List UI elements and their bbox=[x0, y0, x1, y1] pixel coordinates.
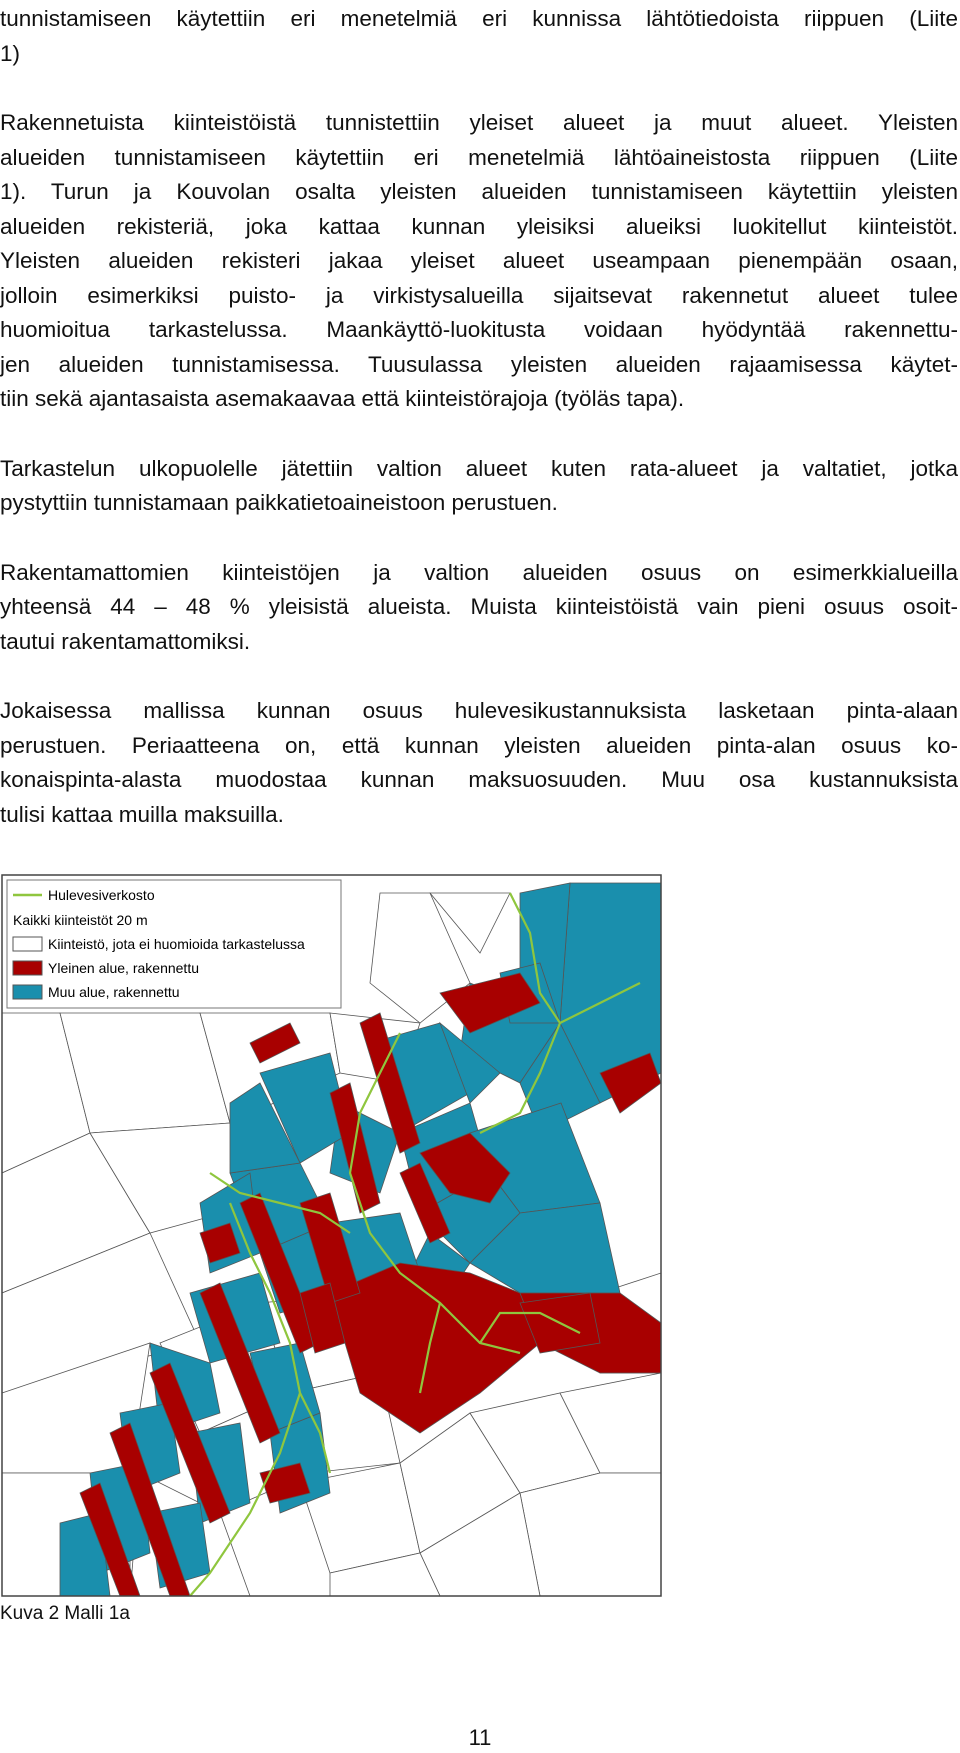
text-line: 1) bbox=[0, 40, 21, 66]
text-line: pystyttiin tunnistamaan paikkatietoaineistoon perustuen. bbox=[0, 490, 558, 515]
paragraph bbox=[0, 556, 958, 660]
text-line: konaispinta-alasta muodostaa kunnan maksuosuuden. Muu osa kustannuksista bbox=[0, 767, 958, 792]
legend-label-public: Yleinen alue, rakennettu bbox=[48, 960, 199, 976]
map-image bbox=[0, 873, 663, 1598]
paragraph bbox=[0, 2, 958, 71]
figure-caption: Kuva 2 Malli 1a bbox=[0, 1603, 130, 1624]
text-line: yhteensä 44 – 48 % yleisistä alueista. Muista kiinteistöistä vain pieni osuus osoit- bbox=[0, 594, 958, 619]
text-line: alueiden tunnistamiseen käytettiin eri menetelmiä lähtöaineistosta riippuen (Liite bbox=[0, 144, 958, 170]
text-line: huomioitua tarkastelussa. Maankäyttö-luokitusta voidaan hyödyntää rakennettu- bbox=[0, 317, 958, 342]
legend-swatch-excluded bbox=[13, 937, 42, 951]
legend-swatch-other bbox=[13, 985, 42, 999]
legend-label-excluded: Kiinteistö, jota ei huomioida tarkastelussa bbox=[48, 936, 305, 952]
text-line: alueiden rekisteriä, joka kattaa kunnan yleisiksi alueiksi luokitellut kiinteistöt. bbox=[0, 213, 958, 239]
text-line: perustuen. Periaatteena on, että kunnan yleisten alueiden pinta-alan osuus ko- bbox=[0, 732, 958, 758]
text-line: tiin sekä ajantasaista asemakaavaa että kiinteistörajoja (työläs tapa). bbox=[0, 386, 685, 411]
map-figure bbox=[0, 873, 663, 1598]
legend-label-network: Hulevesiverkosto bbox=[48, 887, 155, 903]
parcel-excluded bbox=[520, 1473, 661, 1596]
text-line: jolloin esimerkiksi puisto- ja virkistysalueilla sijaitsevat rakennetut alueet tulee bbox=[0, 282, 958, 308]
paragraph bbox=[0, 452, 958, 521]
text-line: Yleisten alueiden rekisteri jakaa yleiset alueet useampaan pienempään osaan, bbox=[0, 248, 958, 273]
text-line: jen alueiden tunnistamisessa. Tuusulassa yleisten alueiden rajaamisessa käytet- bbox=[0, 351, 958, 377]
map-legend bbox=[7, 880, 341, 1008]
page-number: 11 bbox=[468, 1725, 492, 1750]
legend-swatch-public bbox=[13, 961, 42, 975]
legend-label-other: Muu alue, rakennettu bbox=[48, 984, 180, 1000]
text-line: Jokaisessa mallissa kunnan osuus hulevesikustannuksista lasketaan pinta-alaan bbox=[0, 698, 958, 723]
text-line: tulisi kattaa muilla maksuilla. bbox=[0, 801, 284, 827]
text-line: Rakentamattomien kiinteistöjen ja valtion alueiden osuus on esimerkkialueilla bbox=[0, 559, 958, 585]
text-line: Tarkastelun ulkopuolelle jätettiin valtion alueet kuten rata-alueet ja valtatiet, jotka bbox=[0, 455, 958, 481]
text-line: 1). Turun ja Kouvolan osalta yleisten alueiden tunnistamiseen käytettiin yleisten bbox=[0, 179, 958, 204]
body-text bbox=[0, 2, 958, 832]
text-line: tunnistamiseen käytettiin eri menetelmiä eri kunnissa lähtötiedoista riippuen (Liite bbox=[0, 6, 958, 31]
paragraph bbox=[0, 106, 958, 417]
text-line: tautui rakentamattomiksi. bbox=[0, 628, 251, 654]
text-line: Rakennetuista kiinteistöistä tunnistettiin yleiset alueet ja muut alueet. Yleisten bbox=[0, 110, 958, 135]
legend-label-all-parcels: Kaikki kiinteistöt 20 m bbox=[13, 912, 148, 928]
paragraph bbox=[0, 694, 958, 832]
